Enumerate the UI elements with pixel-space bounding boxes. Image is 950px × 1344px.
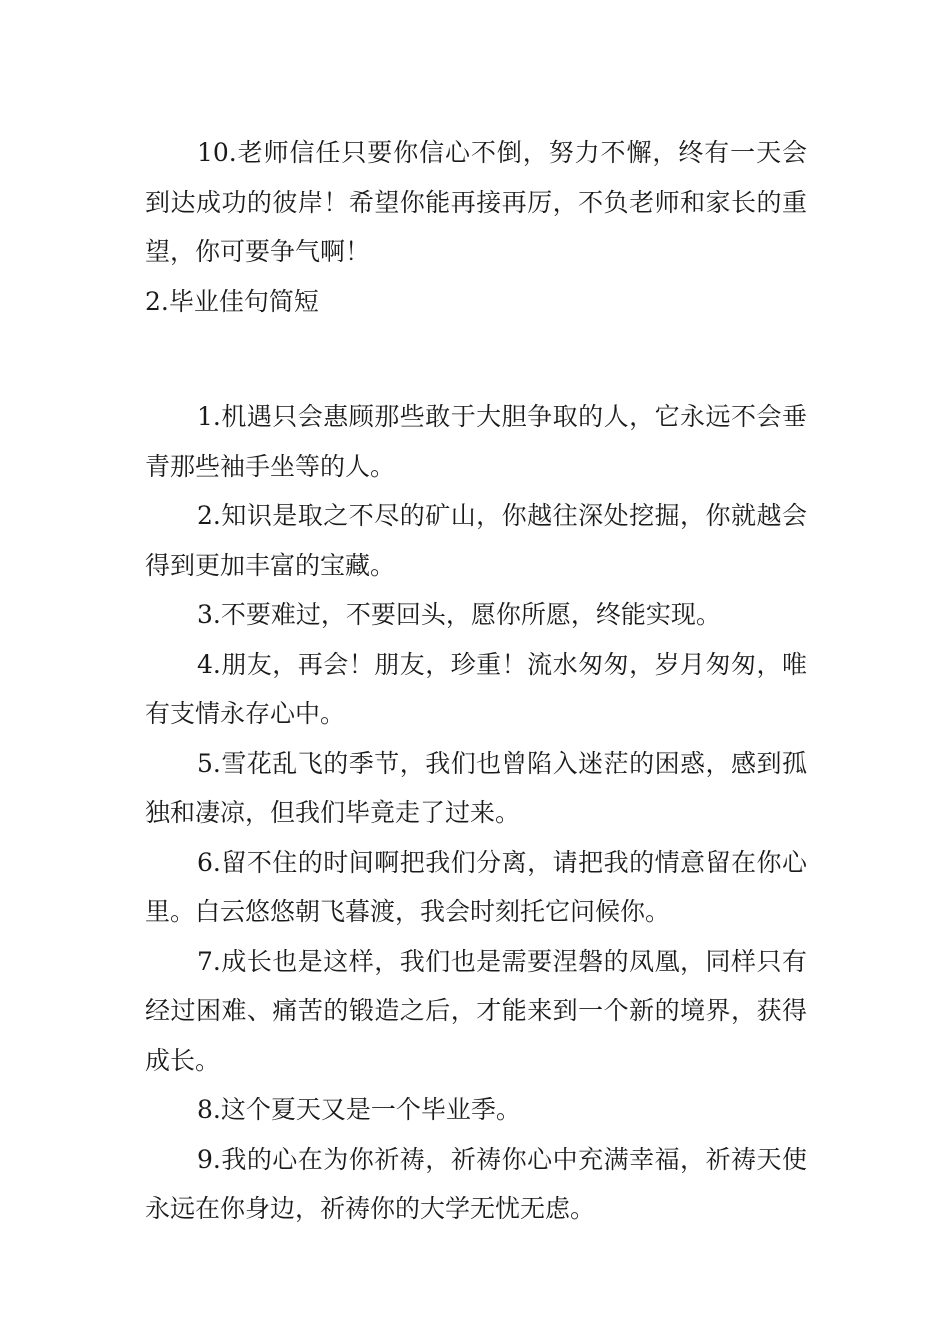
list-item: 6.留不住的时间啊把我们分离，请把我的情意留在你心里。白云悠悠朝飞暮渡，我会时刻托它问候你。 [145, 847, 807, 926]
list-item: 9.我的心在为你祈祷，祈祷你心中充满幸福，祈祷天使永远在你身边，祈祷你的大学无忧无虑。 [145, 1144, 807, 1223]
list-item: 1.机遇只会惠顾那些敢于大胆争取的人，它永远不会垂青那些袖手坐等的人。 [145, 402, 807, 481]
intro-paragraph: 10.老师信任只要你信心不倒，努力不懈，终有一天会到达成功的彼岸！希望你能再接再厉，不负老师和家长的重望，你可要争气啊！ [145, 138, 807, 266]
document-body [145, 128, 807, 1234]
section-heading: 2.毕业佳句简短 [145, 286, 319, 316]
list-item: 3.不要难过，不要回头，愿你所愿，终能实现。 [197, 600, 721, 629]
list-item: 5.雪花乱飞的季节，我们也曾陷入迷茫的困惑，感到孤独和凄凉，但我们毕竟走了过来。 [145, 748, 807, 827]
section-gap [145, 326, 807, 392]
list-item: 8.这个夏天又是一个毕业季。 [197, 1095, 521, 1124]
list-item: 4.朋友，再会！朋友，珍重！流水匆匆，岁月匆匆，唯有支情永存心中。 [145, 649, 807, 728]
list-item: 7.成长也是这样，我们也是需要涅磐的凤凰，同样只有经过困难、痛苦的锻造之后，才能来到一个新的境界，获得成长。 [145, 946, 807, 1075]
list-item: 2.知识是取之不尽的矿山，你越往深处挖掘，你就越会得到更加丰富的宝藏。 [145, 501, 807, 580]
